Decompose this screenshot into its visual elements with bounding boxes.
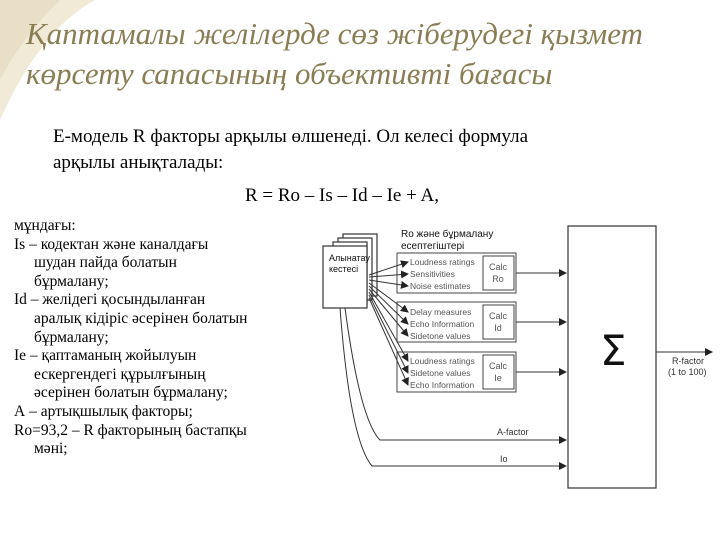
g3-param-1: Loudness ratings [410,356,475,366]
calc-id-line-2: Id [494,323,502,333]
output-label-line-2: (1 to 100) [668,367,707,377]
calculators-header-line-1: Ro және бұрмалану [401,229,494,240]
input-label-line-2: кестесі [329,264,359,274]
sigma-symbol: Σ [600,326,627,375]
g2-param-2: Echo Information [410,319,475,329]
def-ro-line-2: мәні; [34,440,68,458]
g2-param-3: Sidetone values [410,331,471,341]
g3-param-2: Sidetone values [410,368,471,378]
input-arrows [369,262,408,385]
calculators-header-line-2: есептегіштері [401,241,465,252]
calc-ro-line-2: Ro [492,274,504,284]
def-ie-line-2: ескергендегі құрылғының [34,365,206,383]
title-line-2: көрсету сапасының объективті бағасы [26,56,553,91]
formula: R = Ro – Is – Id – Ie + A, [245,185,440,206]
calc-id-line-1: Calc [488,311,508,321]
io-label: Io [500,454,508,464]
def-a-line-1: А – артықшылық факторы; [14,402,193,420]
intro-line-1: Е-модель R факторы арқылы өлшенеді. Ол келесі формула [53,126,529,147]
intro-line-2: арқылы анықталады: [53,152,224,173]
def-ro-line-1: Ro=93,2 – R факторының бастапқы [14,421,247,439]
g1-param-3: Noise estimates [410,281,471,291]
def-ie-line-3: әсерінен болатын бұрмалану; [34,384,228,402]
calc-ie-line-1: Calc [488,361,508,371]
def-is-line-3: бұрмалану; [34,272,109,290]
g1-param-2: Sensitivities [410,269,455,279]
def-id-line-1: Id – желідегі қосындыланған [14,291,206,309]
calc-ie-line-2: Ie [494,373,502,383]
g3-param-3: Echo Information [410,380,475,390]
def-is-line-2: шудан пайда болатын [34,254,177,272]
def-id-line-3: бұрмалану; [34,328,109,346]
input-label-line-1: Алынатау [329,253,370,263]
output-label-line-1: R-factor [672,356,705,366]
calc-arrows [516,273,566,372]
g2-param-1: Delay measures [410,307,472,317]
calc-ro-line-1: Calc [488,262,508,272]
def-id-line-2: аралық кідіріс әсерінен болатын [34,309,248,327]
g1-param-1: Loudness ratings [410,257,475,267]
def-is-line-1: Is – кодектан және каналдағы [14,235,209,253]
title-line-1: Қаптамалы желілерде сөз жіберудегі қызмет [26,16,643,51]
a-factor-label: A-factor [497,427,529,437]
definitions-header: мұндағы: [14,217,76,234]
def-ie-line-1: Ie – қаптаманың жойылуын [14,347,197,365]
